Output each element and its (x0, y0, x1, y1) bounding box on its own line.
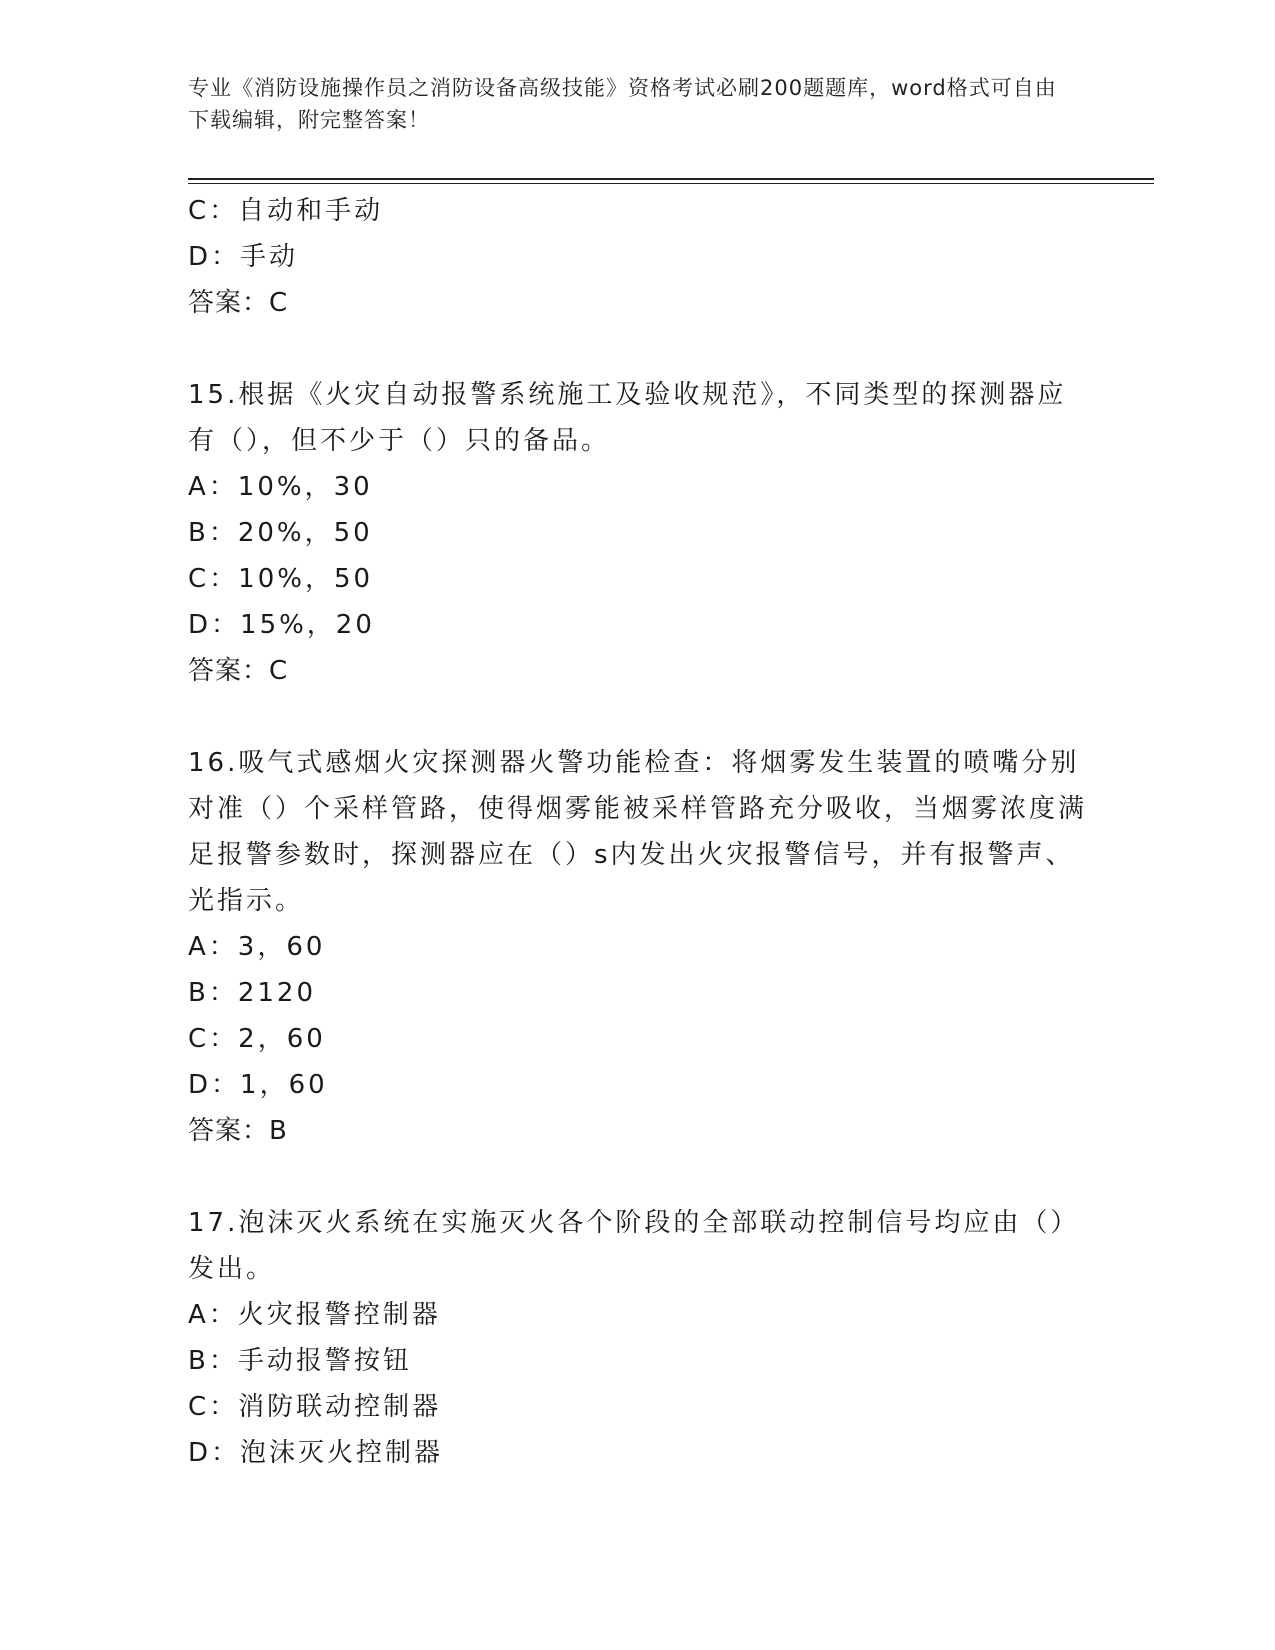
header-rule-thin (188, 183, 1154, 184)
header-rule-thick (188, 178, 1154, 180)
q16-option-b: B：2120 (188, 978, 317, 1008)
question-16-text: 16.吸气式感烟火灾探测器火警功能检查：将烟雾发生装置的喷嘴分别对准（）个采样管路，使得烟雾能被采样管路充分吸收，当烟雾浓度满足报警参数时，探测器应在（）s内发出火灾报警信号，并有报警声、光指示。 (188, 748, 1088, 916)
q17-option-a: A：火灾报警控制器 (188, 1300, 441, 1330)
q15-option-c: C：10%，50 (188, 564, 374, 594)
answer-line: 答案：C (188, 288, 289, 318)
q15-option-d: D：15%，20 (188, 610, 375, 640)
q17-option-c: C：消防联动控制器 (188, 1392, 442, 1422)
q16-option-c: C：2，60 (188, 1024, 326, 1054)
q15-answer: 答案：C (188, 656, 289, 686)
q17-option-d: D：泡沫灭火控制器 (188, 1438, 444, 1468)
q15-option-a: A：10%，30 (188, 472, 373, 502)
q17-option-b: B：手动报警按钮 (188, 1346, 412, 1376)
document-body (188, 188, 1088, 1476)
page-header: 专业《消防设施操作员之消防设备高级技能》资格考试必刷200题题库，word格式可自由下载编辑，附完整答案！ (188, 76, 1057, 132)
option-c: C：自动和手动 (188, 196, 384, 226)
q16-option-d: D：1，60 (188, 1070, 328, 1100)
q16-option-a: A：3，60 (188, 932, 326, 962)
q15-option-b: B：20%，50 (188, 518, 373, 548)
spacer (188, 1154, 1088, 1200)
q16-answer: 答案：B (188, 1116, 288, 1146)
question-17-text: 17.泡沫灭火系统在实施灭火各个阶段的全部联动控制信号均应由（）发出。 (188, 1208, 1080, 1284)
option-d: D：手动 (188, 242, 299, 272)
question-15-text: 15.根据《火灾自动报警系统施工及验收规范》，不同类型的探测器应有（），但不少于（）只的备品。 (188, 380, 1067, 456)
spacer (188, 326, 1088, 372)
spacer (188, 694, 1088, 740)
